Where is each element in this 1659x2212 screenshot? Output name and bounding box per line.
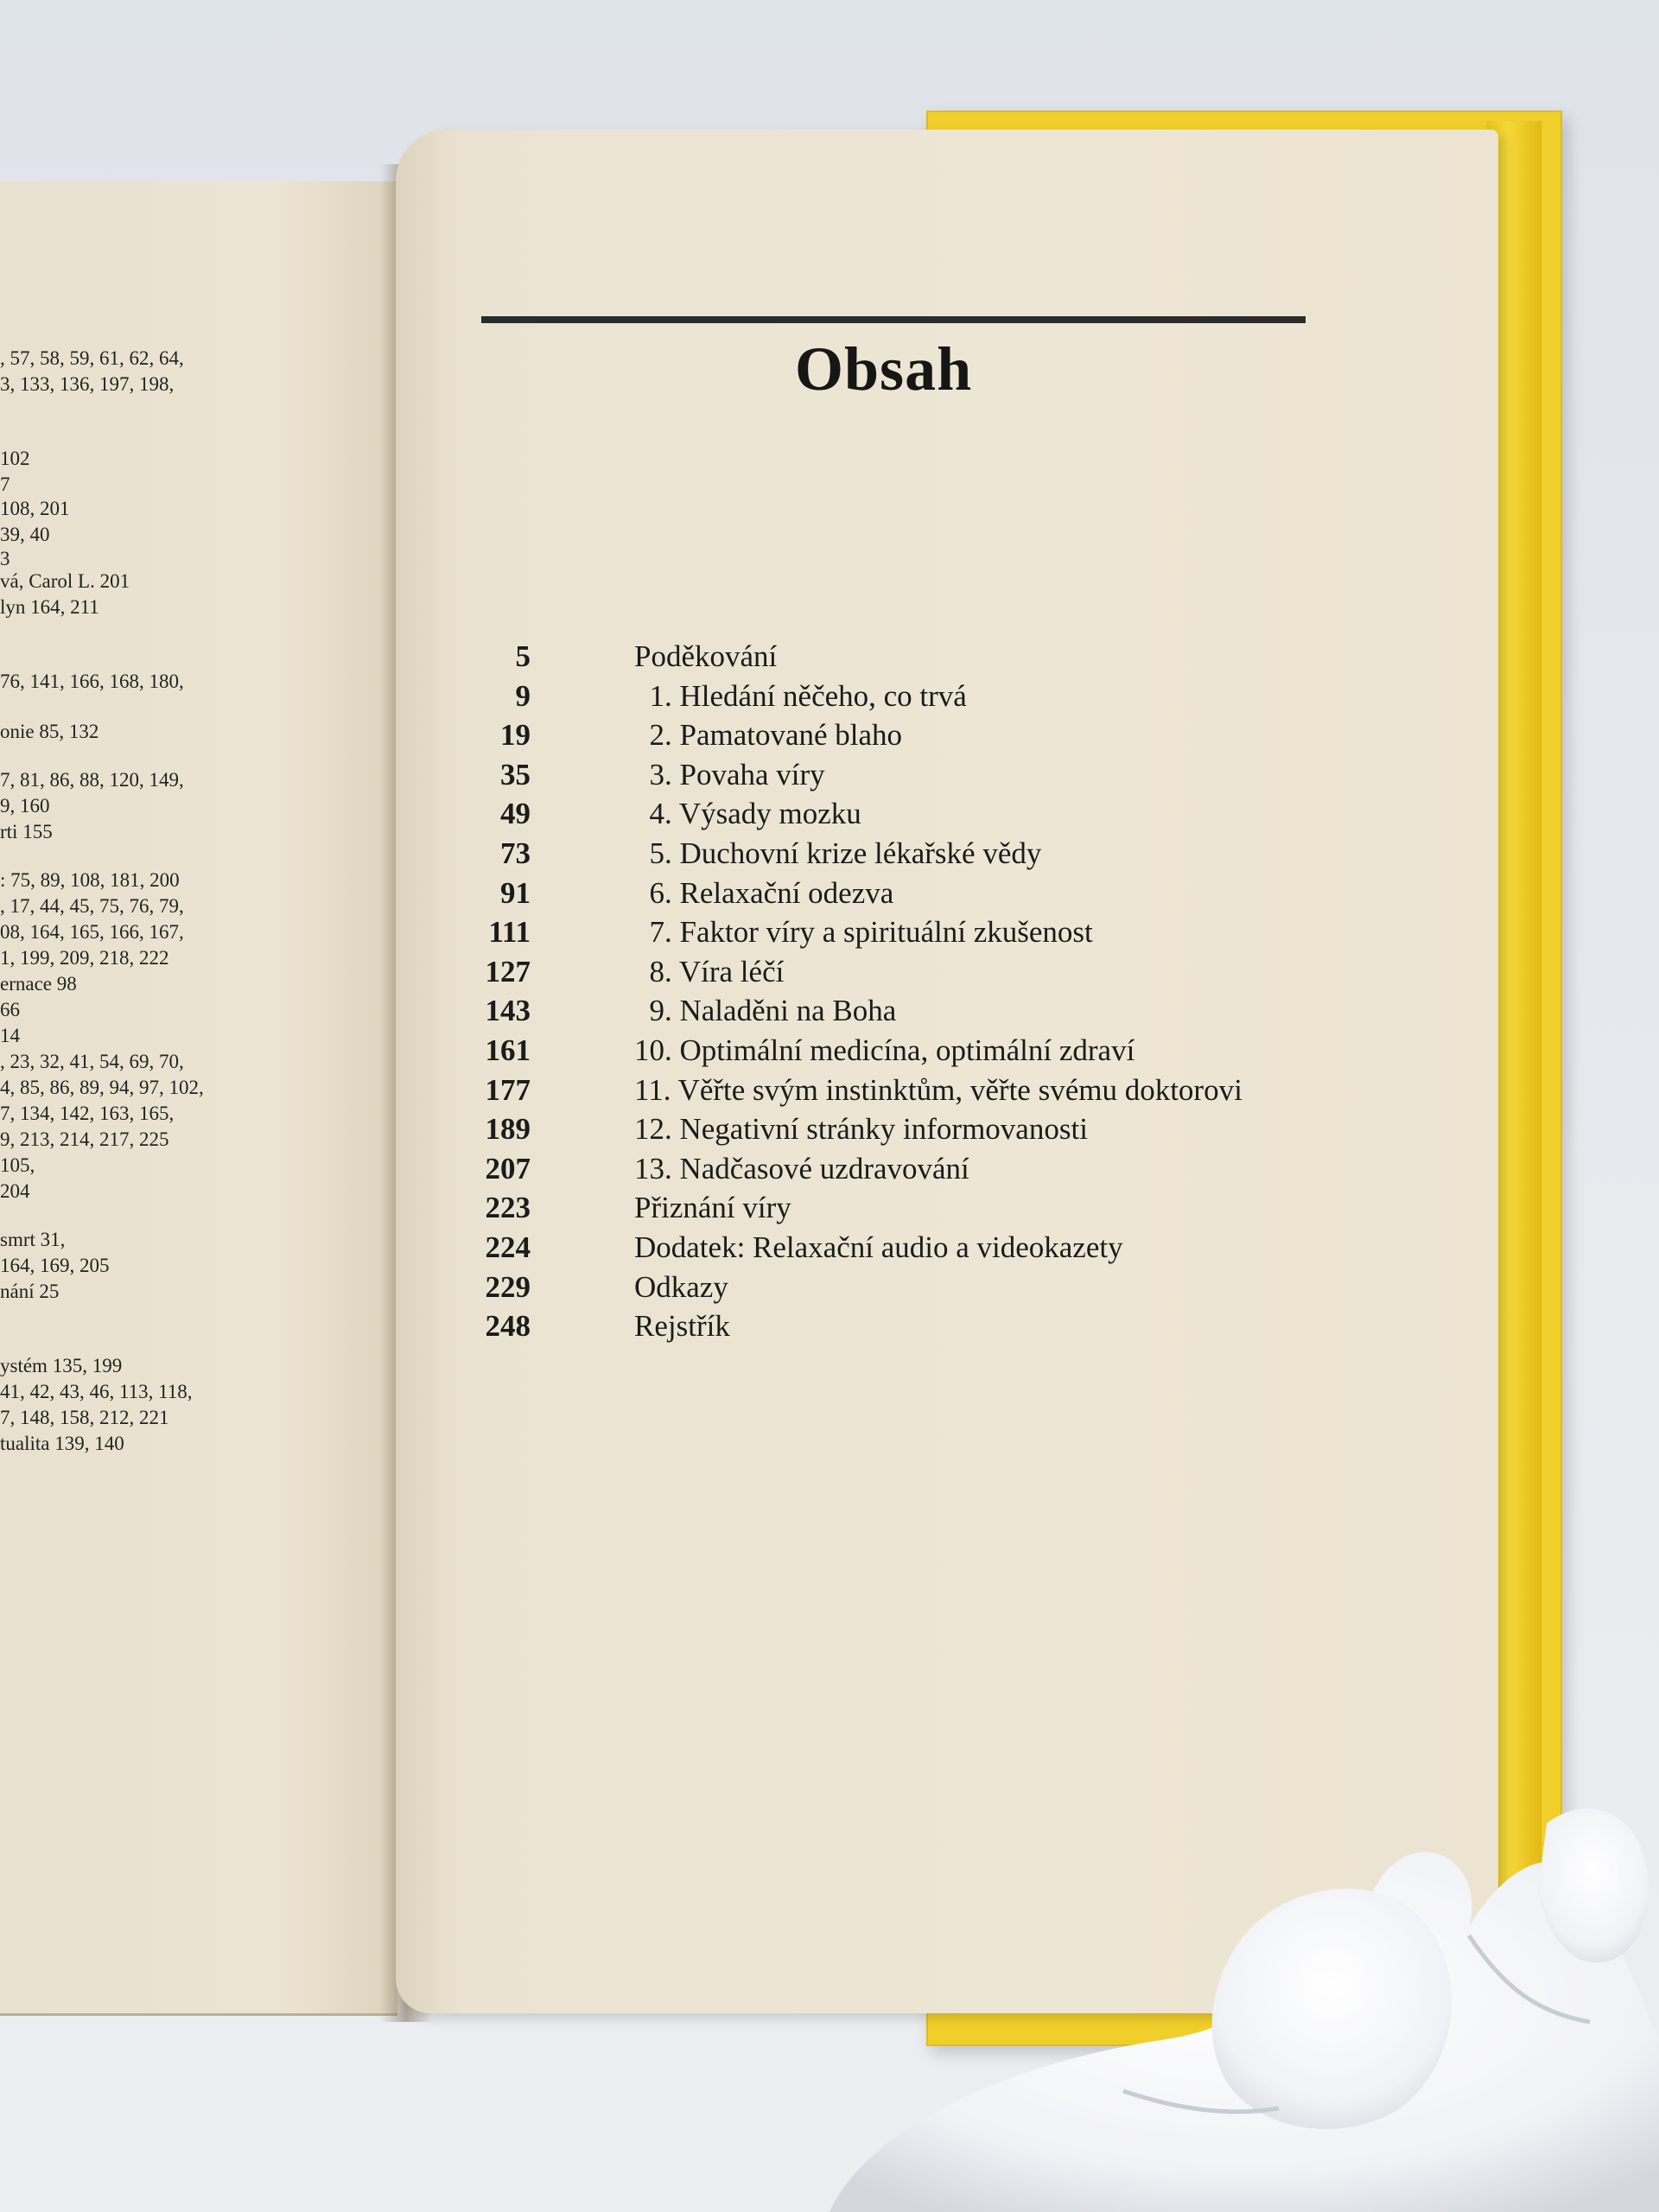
index-line: 9, 160 xyxy=(0,795,50,817)
index-line: , 57, 58, 59, 61, 62, 64, xyxy=(0,347,184,369)
toc-page-number: 73 xyxy=(500,836,531,870)
toc-chapter-title: 1. Hledání něčeho, co trvá xyxy=(634,679,967,713)
index-line: vá, Carol L. 201 xyxy=(0,570,130,592)
toc-page-number: 143 xyxy=(485,994,531,1027)
toc-page-number: 19 xyxy=(500,718,531,752)
toc-page-number: 5 xyxy=(515,639,531,673)
index-line: 164, 169, 205 xyxy=(0,1255,110,1276)
toc-chapter-title: 4. Výsady mozku xyxy=(634,797,861,830)
toc-page-number: 91 xyxy=(500,876,531,910)
index-line: 76, 141, 166, 168, 180, xyxy=(0,671,184,692)
index-line: tualita 139, 140 xyxy=(0,1433,124,1454)
index-line: 108, 201 xyxy=(0,498,70,519)
index-line: 41, 42, 43, 46, 113, 118, xyxy=(0,1381,193,1402)
toc-chapter-title: 5. Duchovní krize lékařské vědy xyxy=(634,836,1042,870)
index-line: 102 xyxy=(0,448,30,469)
toc-page-number: 229 xyxy=(485,1270,531,1304)
toc-chapter-title: Přiznání víry xyxy=(634,1191,791,1224)
index-line: nání 25 xyxy=(0,1281,60,1302)
index-line: 204 xyxy=(0,1180,30,1202)
toc-chapter-title: Rejstřík xyxy=(634,1309,730,1343)
index-line: 3 xyxy=(0,548,10,569)
toc-page-number: 207 xyxy=(485,1152,531,1185)
index-line: 7, 134, 142, 163, 165, xyxy=(0,1103,175,1124)
toc-page-number: 224 xyxy=(485,1230,531,1264)
toc-page-number: 177 xyxy=(485,1073,531,1107)
toc-page-number: 223 xyxy=(485,1191,531,1224)
toc-chapter-title: Poděkování xyxy=(634,639,778,673)
page-title: Obsah xyxy=(795,334,973,404)
toc-page-number: 49 xyxy=(500,797,531,830)
index-line: , 23, 32, 41, 54, 69, 70, xyxy=(0,1051,184,1072)
index-line: rti 155 xyxy=(0,821,53,842)
toc-chapter-title: 11. Věřte svým instinktům, věřte svému doktorovi xyxy=(634,1073,1243,1107)
toc-chapter-title: 13. Nadčasové uzdravování xyxy=(634,1152,969,1185)
toc-page-number: 111 xyxy=(488,915,531,949)
index-line: 9, 213, 214, 217, 225 xyxy=(0,1128,169,1150)
index-line: 39, 40 xyxy=(0,524,50,545)
index-line: ernace 98 xyxy=(0,973,77,995)
index-line: smrt 31, xyxy=(0,1229,66,1250)
index-line: lyn 164, 211 xyxy=(0,596,99,618)
index-line: 7, 148, 158, 212, 221 xyxy=(0,1407,169,1428)
toc-page-number: 189 xyxy=(485,1112,531,1146)
right-contents-page xyxy=(396,130,1498,2013)
toc-chapter-title: Dodatek: Relaxační audio a videokazety xyxy=(634,1230,1123,1264)
toc-chapter-title: 7. Faktor víry a spirituální zkušenost xyxy=(634,915,1093,949)
index-line: 3, 133, 136, 197, 198, xyxy=(0,373,175,395)
toc-page-number: 127 xyxy=(485,955,531,988)
index-line: 14 xyxy=(0,1025,20,1046)
toc-page-number: 35 xyxy=(500,758,531,791)
index-line: 7, 81, 86, 88, 120, 149, xyxy=(0,769,184,791)
toc-page-number: 9 xyxy=(515,679,531,713)
toc-chapter-title: Odkazy xyxy=(634,1270,728,1304)
toc-chapter-title: 12. Negativní stránky informovanosti xyxy=(634,1112,1088,1146)
toc-chapter-title: 6. Relaxační odezva xyxy=(634,876,894,910)
title-rule xyxy=(481,316,1306,323)
toc-chapter-title: 2. Pamatované blaho xyxy=(634,718,903,752)
index-line: 1, 199, 209, 218, 222 xyxy=(0,947,169,969)
toc-chapter-title: 8. Víra léčí xyxy=(634,955,785,988)
toc-page-number: 248 xyxy=(485,1309,531,1343)
index-line: : 75, 89, 108, 181, 200 xyxy=(0,869,180,891)
index-line: 08, 164, 165, 166, 167, xyxy=(0,921,184,943)
toc-page-number: 161 xyxy=(485,1033,531,1067)
toc-chapter-title: 9. Naladěni na Boha xyxy=(634,994,897,1027)
index-line: 4, 85, 86, 89, 94, 97, 102, xyxy=(0,1077,204,1098)
index-line: , 17, 44, 45, 75, 76, 79, xyxy=(0,895,184,917)
index-line: ystém 135, 199 xyxy=(0,1355,123,1376)
toc-chapter-title: 3. Povaha víry xyxy=(634,758,825,791)
index-line: 105, xyxy=(0,1154,35,1176)
index-line: onie 85, 132 xyxy=(0,721,99,742)
index-line: 66 xyxy=(0,999,20,1020)
toc-chapter-title: 10. Optimální medicína, optimální zdraví xyxy=(634,1033,1135,1067)
index-line: 7 xyxy=(0,474,10,495)
